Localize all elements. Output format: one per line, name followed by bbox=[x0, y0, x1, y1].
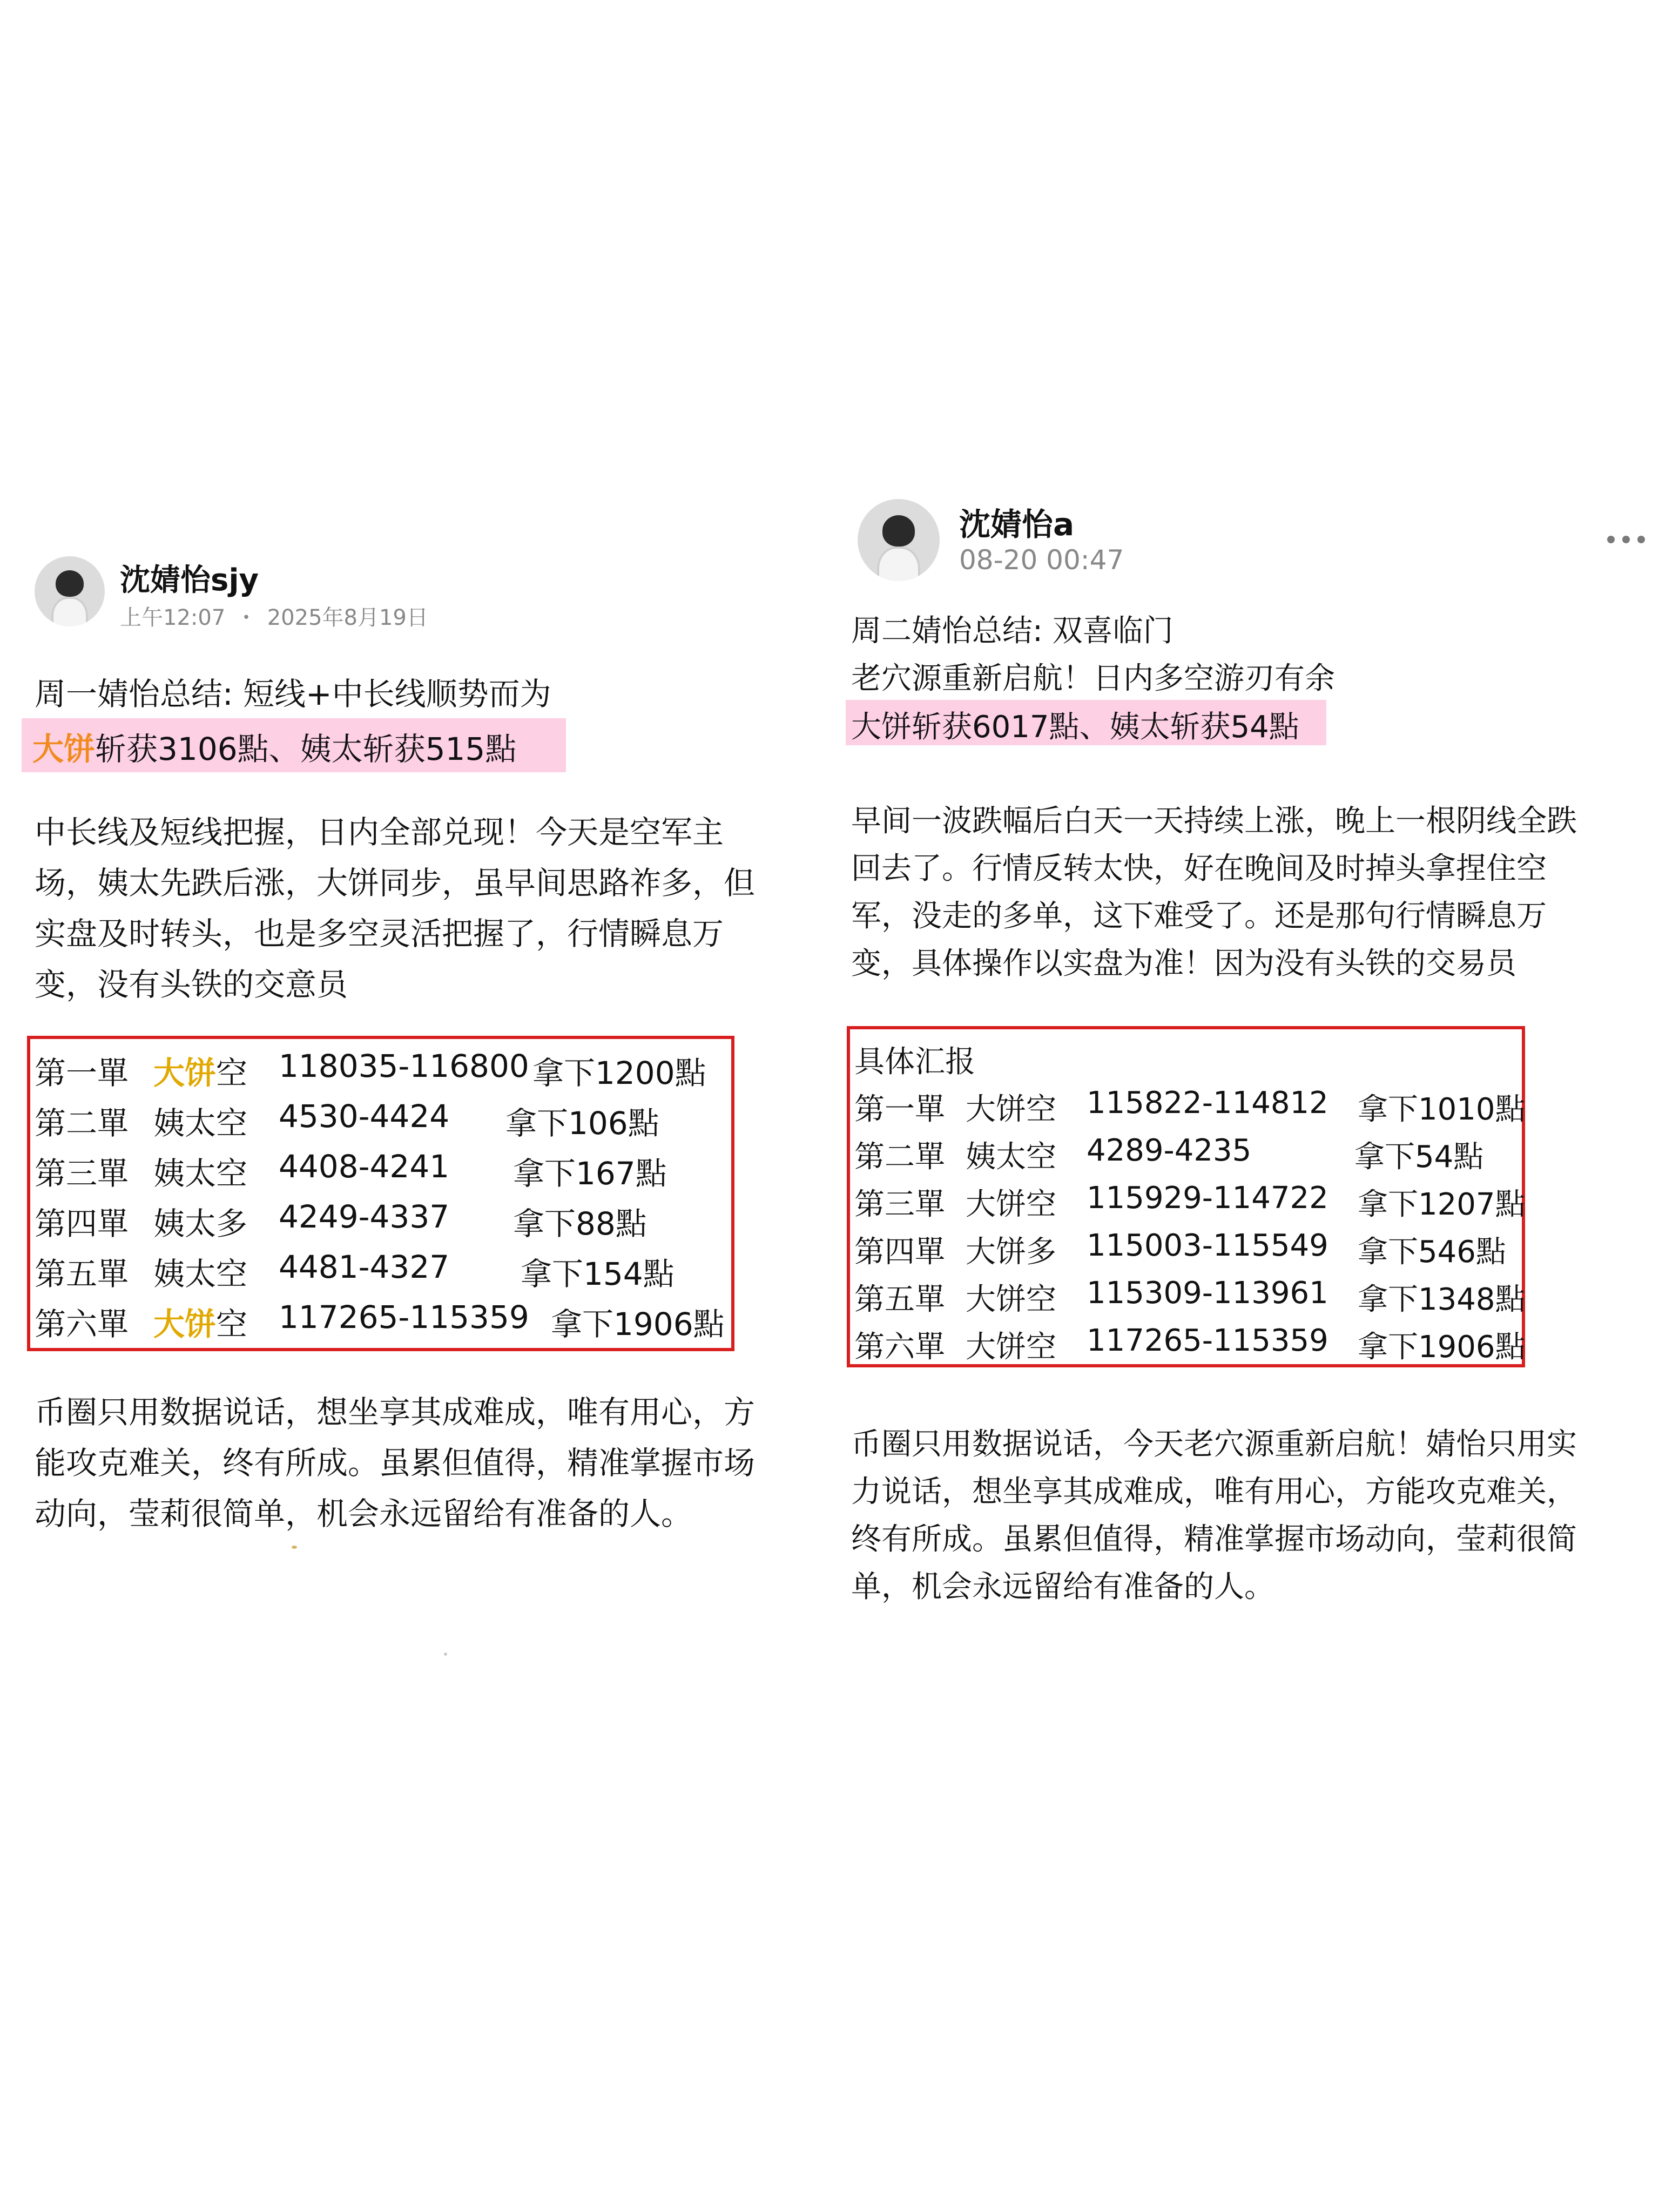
trade-result: 拿下1906點 bbox=[551, 1306, 725, 1343]
trade-asset: 大饼多 bbox=[966, 1235, 1056, 1270]
trade-result: 拿下1906點 bbox=[1358, 1330, 1526, 1365]
more-horizontal-icon[interactable] bbox=[1607, 536, 1646, 544]
closing-line: 币圈只用数据说话，今天老穴源重新启航！婧怡只用实 bbox=[851, 1427, 1577, 1462]
highlight-text: 斩获3106點、姨太斩获515點 bbox=[95, 731, 517, 767]
trade-order: 第六單 bbox=[854, 1330, 945, 1365]
trade-direction: 空 bbox=[216, 1256, 248, 1292]
trade-asset: 大饼空 bbox=[966, 1092, 1056, 1127]
trade-range: 115822-114812 bbox=[1087, 1085, 1328, 1121]
trade-range: 117265-115359 bbox=[1087, 1323, 1328, 1358]
trade-result: 拿下546點 bbox=[1358, 1235, 1506, 1270]
trade-asset-name: 姨太 bbox=[153, 1105, 217, 1142]
decorative-dot bbox=[292, 1546, 297, 1549]
trade-asset-name: 姨太 bbox=[153, 1155, 217, 1192]
trade-range: 117265-115359 bbox=[279, 1299, 529, 1336]
trade-result: 拿下106點 bbox=[505, 1105, 659, 1142]
paragraph-line: 早间一波跌幅后白天一天持续上涨，晚上一根阴线全跌 bbox=[851, 804, 1577, 839]
trade-asset: 大饼空 bbox=[966, 1282, 1056, 1317]
paragraph-line: 回去了。行情反转太快，好在晚间及时掉头拿捏住空 bbox=[851, 851, 1547, 886]
paragraph-line: 场，姨太先跌后涨，大饼同步，虽早间思路祚多，但 bbox=[35, 865, 756, 901]
post-date: 2025年8月19日 bbox=[267, 605, 428, 630]
trade-range: 115309-113961 bbox=[1087, 1276, 1328, 1311]
paragraph-line: 实盘及时转头，也是多空灵活把握了，行情瞬息万 bbox=[35, 915, 724, 952]
report-heading: 具体汇报 bbox=[854, 1044, 975, 1080]
trade-result: 拿下167點 bbox=[513, 1155, 667, 1192]
trade-range: 115929-114722 bbox=[1087, 1181, 1328, 1216]
trade-order: 第一單 bbox=[35, 1055, 129, 1091]
closing-line: 终有所成。虽累但值得，精准掌握市场动向，莹莉很简 bbox=[851, 1522, 1577, 1557]
trade-order: 第三單 bbox=[35, 1155, 129, 1192]
trade-range: 4289-4235 bbox=[1087, 1133, 1252, 1168]
trade-order: 第三單 bbox=[854, 1187, 945, 1222]
trade-row bbox=[854, 1228, 1519, 1271]
author-name[interactable]: 沈婧怡a bbox=[959, 506, 1075, 543]
trade-order: 第二單 bbox=[35, 1105, 129, 1142]
meta-separator: ・ bbox=[235, 605, 257, 630]
trade-asset bbox=[153, 1198, 247, 1244]
trade-result: 拿下1200點 bbox=[532, 1055, 706, 1091]
trade-direction: 空 bbox=[216, 1306, 248, 1343]
trade-asset-name: 大饼 bbox=[153, 1055, 217, 1091]
trade-order: 第二單 bbox=[854, 1139, 945, 1175]
closing-line: 单，机会永远留给有准备的人。 bbox=[851, 1569, 1274, 1604]
decorative-dot bbox=[444, 1653, 447, 1656]
trade-result: 拿下54點 bbox=[1354, 1139, 1484, 1175]
paragraph-line: 变，没有头铁的交意员 bbox=[35, 966, 348, 1003]
highlight-asset: 大饼 bbox=[32, 731, 96, 767]
paragraph-line: 中长线及短线把握，日内全部兑现！今天是空军主 bbox=[35, 814, 724, 851]
trade-direction: 空 bbox=[216, 1105, 248, 1142]
trade-row bbox=[854, 1323, 1526, 1366]
trade-result: 拿下1010點 bbox=[1358, 1092, 1526, 1127]
trade-order: 第六單 bbox=[35, 1306, 129, 1343]
author-name[interactable]: 沈婧怡sjy bbox=[120, 563, 259, 598]
trade-order: 第五單 bbox=[854, 1282, 945, 1317]
trade-asset bbox=[153, 1098, 247, 1143]
trade-range: 4249-4337 bbox=[279, 1198, 450, 1235]
trade-row bbox=[35, 1048, 731, 1091]
trade-row bbox=[35, 1299, 731, 1342]
paragraph-line: 变，具体操作以实盘为准！因为没有头铁的交易员 bbox=[851, 946, 1516, 981]
trade-result: 拿下154點 bbox=[521, 1256, 675, 1292]
trade-range: 4530-4424 bbox=[279, 1098, 450, 1135]
trade-direction: 空 bbox=[216, 1155, 248, 1192]
avatar[interactable] bbox=[35, 556, 105, 626]
trade-asset bbox=[153, 1299, 247, 1344]
trade-row bbox=[35, 1249, 731, 1292]
highlight-summary: 大饼斩获6017點、姨太斩获54點 bbox=[851, 710, 1299, 745]
trade-asset: 姨太空 bbox=[966, 1139, 1056, 1175]
trade-asset bbox=[153, 1048, 247, 1093]
closing-line: 币圈只用数据说话，想坐享其成难成，唯有用心，方 bbox=[35, 1394, 756, 1431]
trade-result: 拿下1207點 bbox=[1358, 1187, 1526, 1222]
trade-range: 115003-115549 bbox=[1087, 1228, 1328, 1263]
closing-line: 力说话，想坐享其成难成，唯有用心，方能攻克难关， bbox=[851, 1474, 1577, 1509]
trade-asset: 大饼空 bbox=[966, 1187, 1056, 1222]
closing-line: 能攻克难关，终有所成。虽累但值得，精准掌握市场 bbox=[35, 1445, 756, 1481]
trade-row bbox=[854, 1085, 1526, 1129]
closing-line: 动向，莹莉很简单，机会永远留给有准备的人。 bbox=[35, 1495, 693, 1532]
trade-range: 4481-4327 bbox=[279, 1249, 450, 1285]
trade-order: 第四單 bbox=[35, 1205, 129, 1242]
trade-result: 拿下1348點 bbox=[1358, 1282, 1526, 1317]
highlight-summary bbox=[32, 724, 516, 769]
trade-range: 118035-116800 bbox=[279, 1048, 529, 1084]
trade-result: 拿下88點 bbox=[513, 1205, 647, 1242]
trade-row bbox=[35, 1098, 731, 1141]
paragraph-line: 军，没走的多单，这下难受了。还是那句行情瞬息万 bbox=[851, 899, 1547, 934]
avatar[interactable] bbox=[858, 499, 940, 581]
trade-order: 第四單 bbox=[854, 1235, 945, 1270]
post-time: 上午12:07 bbox=[120, 605, 226, 630]
trade-asset: 大饼空 bbox=[966, 1330, 1056, 1365]
trade-direction: 多 bbox=[216, 1205, 248, 1242]
trade-asset-name: 大饼 bbox=[153, 1306, 217, 1343]
post-title: 周一婧怡总结: 短线+中长线顺势而为 bbox=[35, 676, 551, 712]
trade-row bbox=[854, 1133, 1519, 1176]
trade-asset bbox=[153, 1249, 247, 1294]
post-meta bbox=[120, 601, 428, 631]
post-subtitle: 老穴源重新启航！日内多空游刃有余 bbox=[851, 661, 1335, 696]
trade-row bbox=[854, 1276, 1526, 1319]
trade-asset-name: 姨太 bbox=[153, 1256, 217, 1292]
trade-order: 第一單 bbox=[854, 1092, 945, 1127]
trade-row bbox=[35, 1198, 731, 1242]
trade-direction: 空 bbox=[216, 1055, 248, 1091]
trade-range: 4408-4241 bbox=[279, 1148, 450, 1185]
post-title: 周二婧怡总结: 双喜临门 bbox=[851, 613, 1174, 649]
post-datetime: 08-20 00:47 bbox=[959, 544, 1124, 576]
trade-row bbox=[854, 1181, 1526, 1224]
trade-order: 第五單 bbox=[35, 1256, 129, 1292]
trade-asset bbox=[153, 1148, 247, 1193]
trade-row bbox=[35, 1148, 731, 1191]
trade-asset-name: 姨太 bbox=[153, 1205, 217, 1242]
